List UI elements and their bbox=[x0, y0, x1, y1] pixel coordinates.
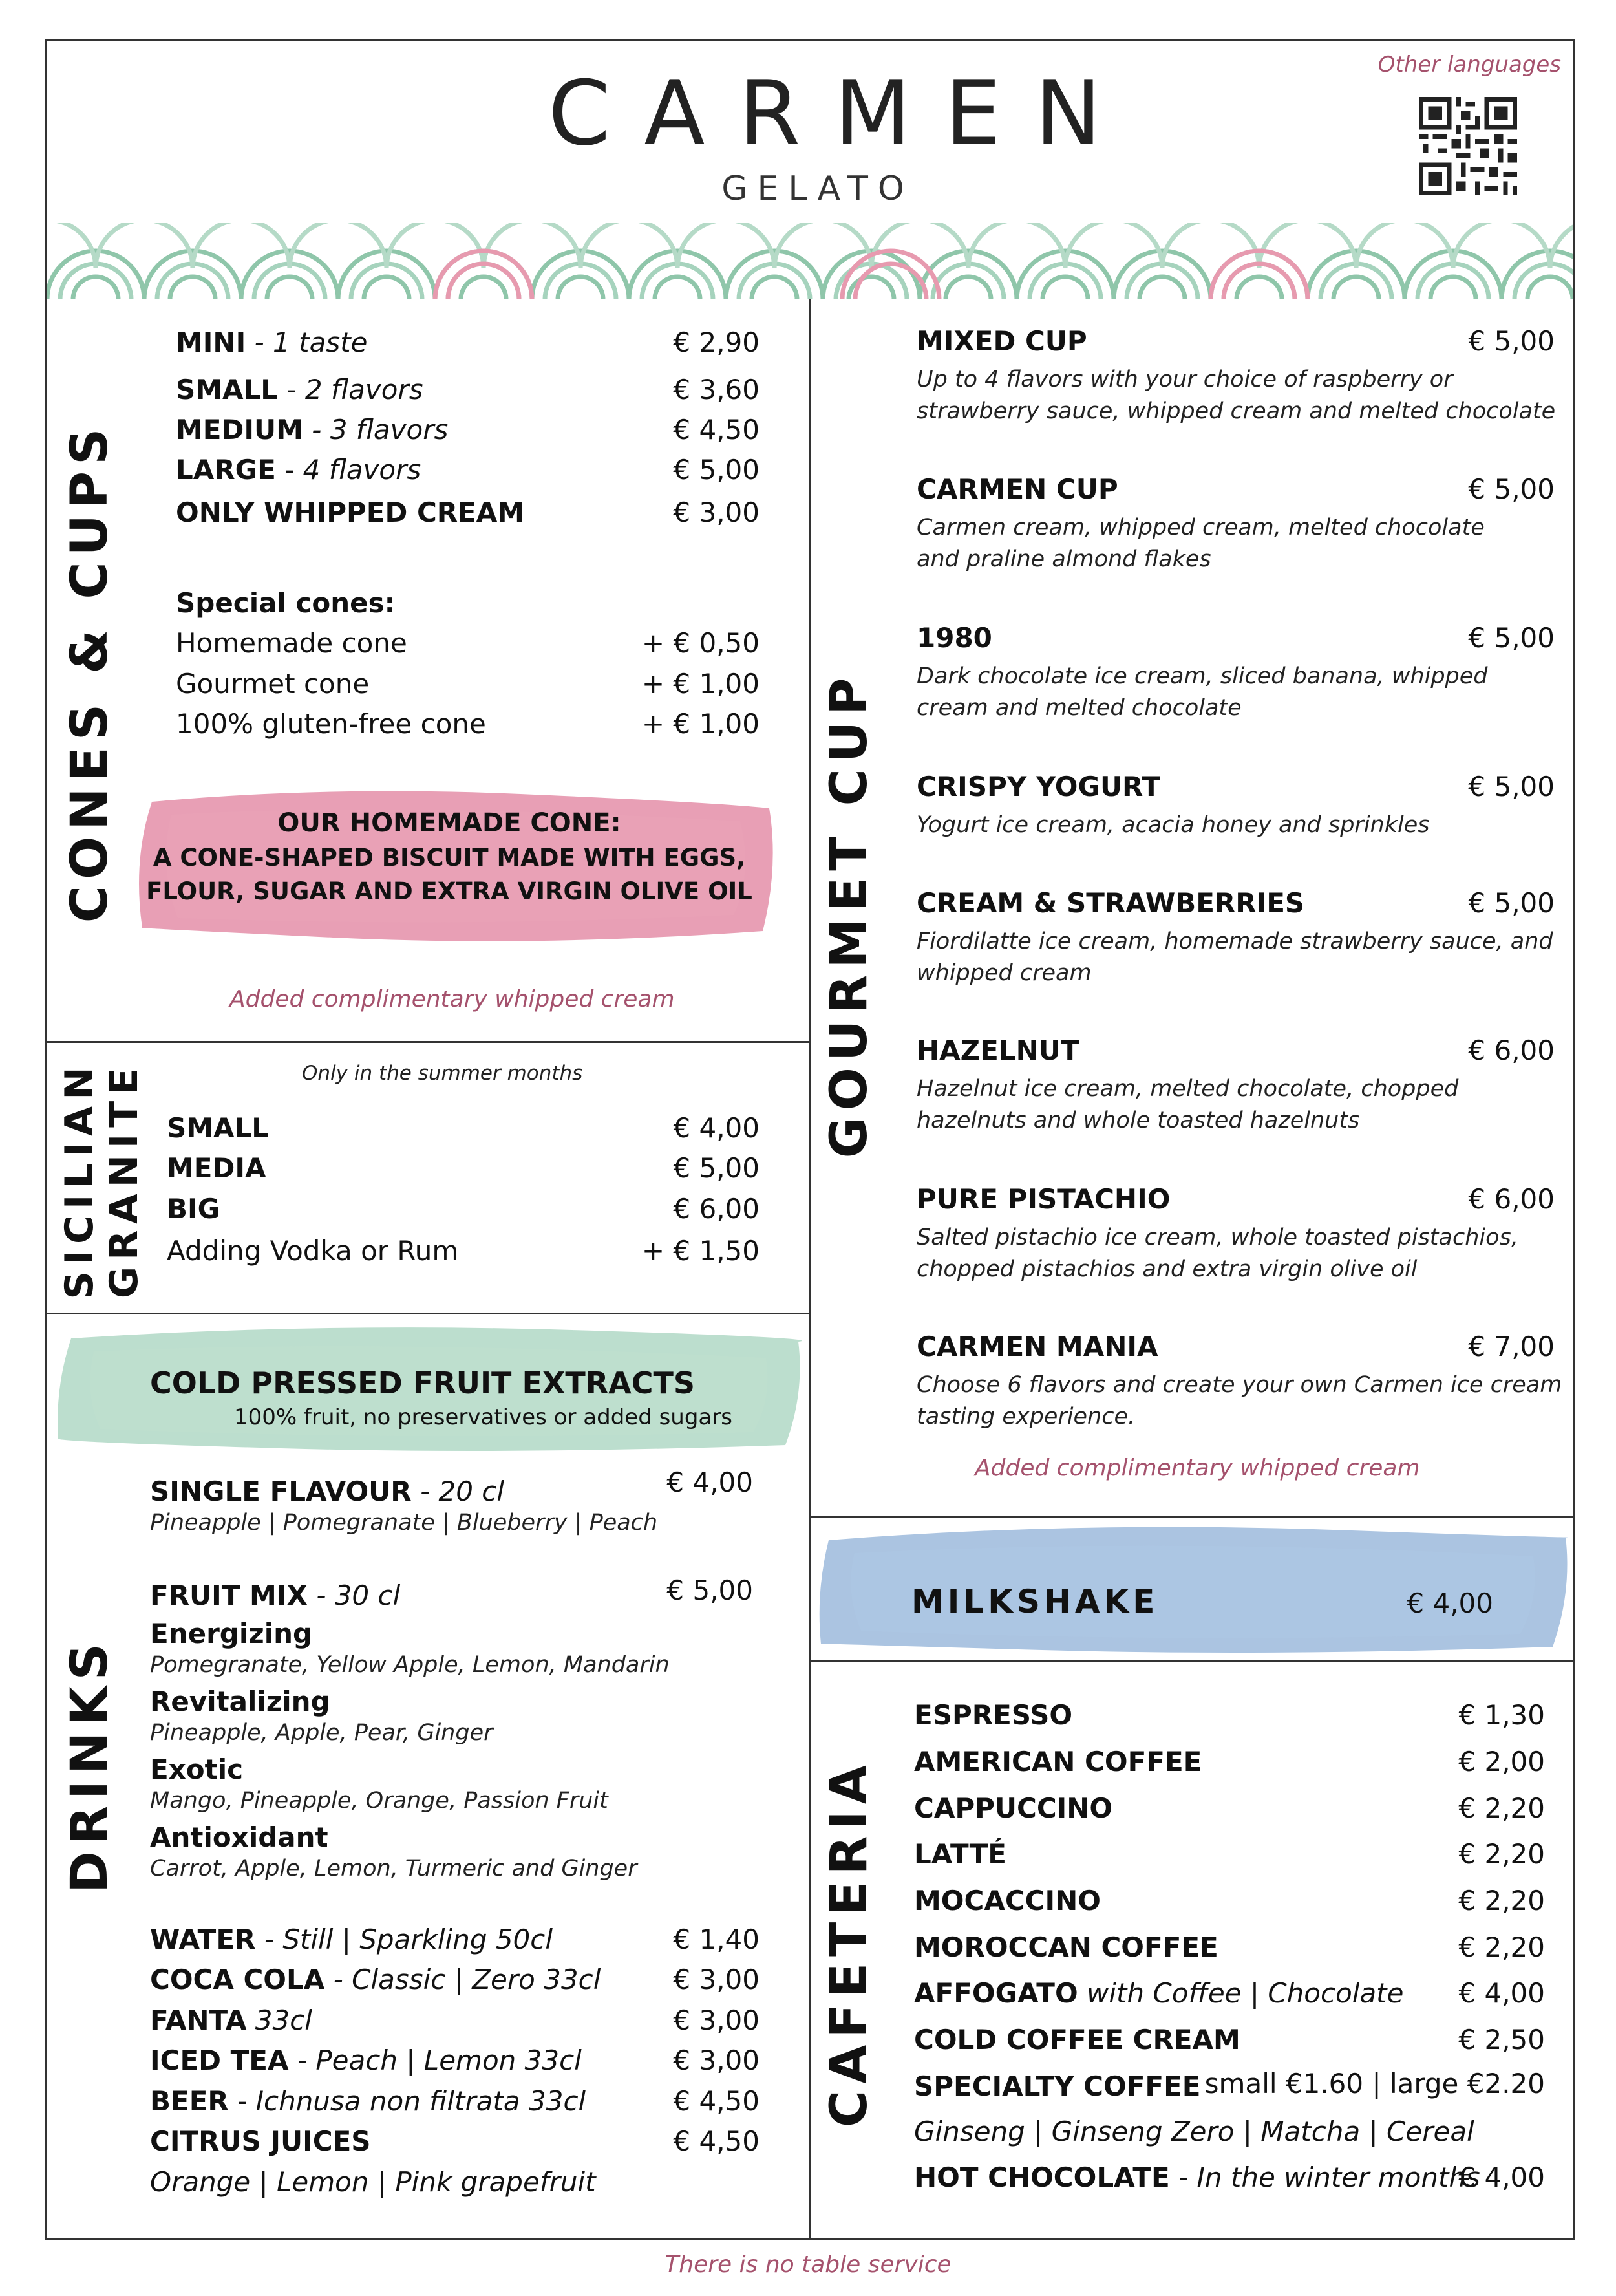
granite-item-media: MEDIA bbox=[167, 1152, 266, 1184]
cafe-price-hot-chocolate: € 4,00 bbox=[1458, 2162, 1545, 2193]
cafe-price-mocaccino: € 2,20 bbox=[1458, 1885, 1545, 1916]
cafe-price-moroccan-coffee: € 2,20 bbox=[1458, 1931, 1545, 1963]
footer-no-table-service: There is no table service bbox=[664, 2251, 952, 2278]
granite-item-small: SMALL bbox=[167, 1112, 270, 1144]
drink-beer: BEER - Ichnusa non filtrata 33cl bbox=[150, 2085, 586, 2117]
divider-gourmet-milkshake bbox=[809, 1516, 1573, 1518]
drinks-header: COLD PRESSED FRUIT EXTRACTS bbox=[150, 1366, 696, 1400]
divider-granite-drinks bbox=[47, 1313, 811, 1314]
cone-price-medium: € 4,50 bbox=[673, 414, 760, 445]
cafe-item-latte: LATTÉ bbox=[914, 1838, 1006, 1870]
gourmet-whipped-note: Added complimentary whipped cream bbox=[975, 1455, 1420, 1481]
granite-extra-price: + € 1,50 bbox=[641, 1235, 760, 1267]
cafe-item-affogato: AFFOGATO with Coffee | Chocolate bbox=[914, 1977, 1404, 2009]
granite-item-big: BIG bbox=[167, 1193, 220, 1225]
drink-beer-price: € 4,50 bbox=[673, 2085, 760, 2117]
cone-item-medium: MEDIUM - 3 flavors bbox=[176, 414, 449, 445]
gourmet-desc-carmen-cup: Carmen cream, whipped cream, melted chocolate and praline almond flakes bbox=[917, 515, 1485, 572]
gourmet-price-crispy-yogurt: € 5,00 bbox=[1468, 771, 1555, 802]
cone-price-large: € 5,00 bbox=[673, 454, 760, 486]
cone-price-mini: € 2,90 bbox=[673, 327, 760, 358]
homemade-cone-box bbox=[139, 805, 760, 908]
divider-milkshake-cafeteria bbox=[809, 1660, 1573, 1662]
gourmet-item-1980: 1980 bbox=[917, 622, 992, 654]
cafe-item-american-coffee: AMERICAN COFFEE bbox=[914, 1746, 1202, 1777]
cafe-price-espresso: € 1,30 bbox=[1458, 1699, 1545, 1731]
granite-price-big: € 6,00 bbox=[673, 1193, 760, 1225]
cafeteria-title: CAFETERIA bbox=[820, 1758, 879, 2128]
drink-water-price: € 1,40 bbox=[673, 1924, 760, 1955]
gourmet-item-carmen-mania: CARMEN MANIA bbox=[917, 1331, 1158, 1362]
qr-code-icon[interactable] bbox=[1419, 97, 1517, 195]
decorative-wave-pattern bbox=[47, 223, 1573, 299]
gourmet-desc-cream-strawberries: Fiordilatte ice cream, homemade strawberry sauce, and whipped cream bbox=[917, 928, 1553, 986]
blend-antioxidant-desc: Carrot, Apple, Lemon, Turmeric and Ginger bbox=[150, 1856, 637, 1882]
special-cone-homemade-price: + € 0,50 bbox=[641, 627, 760, 659]
special-cone-gourmet-price: + € 1,00 bbox=[641, 668, 760, 700]
drinks-single-flavour-price: € 4,00 bbox=[666, 1466, 753, 1498]
gourmet-price-mixed-cup: € 5,00 bbox=[1468, 325, 1555, 357]
drink-coca-cola: COCA COLA - Classic | Zero 33cl bbox=[150, 1964, 601, 1995]
drink-coca-cola-price: € 3,00 bbox=[673, 1964, 760, 1995]
cones-cups-title: CONES & CUPS bbox=[61, 422, 120, 923]
cafe-price-american-coffee: € 2,00 bbox=[1458, 1746, 1545, 1777]
special-cone-gluten-free: 100% gluten-free cone bbox=[176, 708, 486, 740]
drinks-fruit-mix: FRUIT MIX - 30 cl bbox=[150, 1580, 401, 1611]
gourmet-desc-mixed-cup: Up to 4 flavors with your choice of raspberry or strawberry sauce, whipped cream and melted chocolate bbox=[917, 367, 1556, 424]
gourmet-desc-pure-pistachio: Salted pistachio ice cream, whole toasted pistachios, chopped pistachios and extra virgin olive oil bbox=[917, 1225, 1518, 1282]
sicilian-granite-title-line1: SICILIAN bbox=[57, 1060, 102, 1300]
gourmet-price-cream-strawberries: € 5,00 bbox=[1468, 887, 1555, 919]
cafe-price-specialty-coffee: small €1.60 | large €2.20 bbox=[1204, 2068, 1545, 2099]
milkshake-name: MILKSHAKE bbox=[911, 1583, 1159, 1620]
cafe-item-espresso: ESPRESSO bbox=[914, 1699, 1073, 1731]
gourmet-item-carmen-cup: CARMEN CUP bbox=[917, 473, 1118, 505]
blend-antioxidant: Antioxidant bbox=[150, 1821, 328, 1853]
cone-item-small: SMALL - 2 flavors bbox=[176, 374, 423, 405]
drink-citrus-juices-price: € 4,50 bbox=[673, 2125, 760, 2157]
drink-citrus-juices: CITRUS JUICES bbox=[150, 2125, 371, 2157]
gourmet-cup-title: GOURMET CUP bbox=[820, 671, 879, 1159]
sicilian-granite-title-line2: GRANITE bbox=[101, 1061, 147, 1299]
drinks-single-flavour: SINGLE FLAVOUR - 20 cl bbox=[150, 1475, 505, 1507]
gourmet-price-carmen-cup: € 5,00 bbox=[1468, 473, 1555, 505]
homemade-cone-line2: A CONE-SHAPED BISCUIT MADE WITH EGGS, bbox=[153, 844, 746, 872]
cafe-specialty-options: Ginseng | Ginseng Zero | Matcha | Cereal bbox=[914, 2116, 1474, 2147]
other-languages-link[interactable]: Other languages bbox=[1377, 52, 1561, 78]
gourmet-item-mixed-cup: MIXED CUP bbox=[917, 325, 1087, 357]
cafe-item-moroccan-coffee: MOROCCAN COFFEE bbox=[914, 1931, 1218, 1963]
homemade-cone-line1: OUR HOMEMADE CONE: bbox=[277, 808, 621, 838]
cafe-item-cold-coffee-cream: COLD COFFEE CREAM bbox=[914, 2024, 1240, 2055]
special-cone-homemade: Homemade cone bbox=[176, 627, 407, 659]
gourmet-price-hazelnut: € 6,00 bbox=[1468, 1035, 1555, 1066]
gourmet-item-crispy-yogurt: CRISPY YOGURT bbox=[917, 771, 1161, 802]
blend-revitalizing-desc: Pineapple, Apple, Pear, Ginger bbox=[150, 1720, 493, 1746]
granite-price-media: € 5,00 bbox=[673, 1152, 760, 1184]
cone-item-large: LARGE - 4 flavors bbox=[176, 454, 421, 486]
sicilian-granite-title bbox=[58, 1060, 147, 1299]
gourmet-price-1980: € 5,00 bbox=[1468, 622, 1555, 654]
cone-price-small: € 3,60 bbox=[673, 374, 760, 405]
gourmet-item-pure-pistachio: PURE PISTACHIO bbox=[917, 1183, 1171, 1215]
drinks-fruit-mix-price: € 5,00 bbox=[666, 1574, 753, 1606]
gourmet-desc-1980: Dark chocolate ice cream, sliced banana, whipped cream and melted chocolate bbox=[917, 663, 1488, 721]
center-divider bbox=[809, 299, 811, 2240]
gourmet-price-carmen-mania: € 7,00 bbox=[1468, 1331, 1555, 1362]
special-cone-gluten-free-price: + € 1,00 bbox=[641, 708, 760, 740]
drink-citrus-options: Orange | Lemon | Pink grapefruit bbox=[150, 2166, 596, 2198]
drink-fanta-price: € 3,00 bbox=[673, 2004, 760, 2036]
divider-cones-granite bbox=[47, 1041, 811, 1043]
drinks-header-sub: 100% fruit, no preservatives or added sugars bbox=[234, 1404, 732, 1430]
cafe-item-cappuccino: CAPPUCCINO bbox=[914, 1792, 1113, 1824]
drinks-title: DRINKS bbox=[61, 1637, 120, 1893]
cone-price-whipped-cream: € 3,00 bbox=[673, 497, 760, 528]
cone-item-whipped-cream: ONLY WHIPPED CREAM bbox=[176, 497, 525, 528]
blend-energizing: Energizing bbox=[150, 1618, 313, 1649]
brand-title: CARMEN bbox=[548, 61, 1136, 166]
blend-energizing-desc: Pomegranate, Yellow Apple, Lemon, Mandarin bbox=[150, 1652, 670, 1678]
cafe-price-affogato: € 4,00 bbox=[1458, 1977, 1545, 2009]
cone-item-mini: MINI - 1 taste bbox=[176, 327, 368, 358]
gourmet-price-pure-pistachio: € 6,00 bbox=[1468, 1183, 1555, 1215]
drink-water: WATER - Still | Sparkling 50cl bbox=[150, 1924, 553, 1955]
drink-fanta: FANTA 33cl bbox=[150, 2004, 312, 2036]
blend-exotic: Exotic bbox=[150, 1754, 244, 1785]
cafe-item-hot-chocolate: HOT CHOCOLATE - In the winter months bbox=[914, 2162, 1480, 2193]
blend-revitalizing: Revitalizing bbox=[150, 1686, 330, 1717]
gourmet-desc-crispy-yogurt: Yogurt ice cream, acacia honey and sprinkles bbox=[917, 812, 1430, 838]
cafe-item-mocaccino: MOCACCINO bbox=[914, 1885, 1101, 1916]
special-cone-gourmet: Gourmet cone bbox=[176, 668, 370, 700]
cafe-price-cappuccino: € 2,20 bbox=[1458, 1792, 1545, 1824]
granite-extra-alcohol: Adding Vodka or Rum bbox=[167, 1235, 459, 1267]
drink-iced-tea-price: € 3,00 bbox=[673, 2044, 760, 2076]
blend-exotic-desc: Mango, Pineapple, Orange, Passion Fruit bbox=[150, 1788, 608, 1814]
cafe-item-specialty-coffee: SPECIALTY COFFEE bbox=[914, 2070, 1201, 2102]
gourmet-item-cream-strawberries: CREAM & STRAWBERRIES bbox=[917, 887, 1305, 919]
cones-whipped-note: Added complimentary whipped cream bbox=[229, 986, 675, 1013]
cafe-price-latte: € 2,20 bbox=[1458, 1838, 1545, 1870]
homemade-cone-line3: FLOUR, SUGAR AND EXTRA VIRGIN OLIVE OIL bbox=[146, 877, 752, 905]
gourmet-desc-hazelnut: Hazelnut ice cream, melted chocolate, chopped hazelnuts and whole toasted hazelnuts bbox=[917, 1076, 1459, 1133]
gourmet-desc-carmen-mania: Choose 6 flavors and create your own Carmen ice cream tasting experience. bbox=[917, 1372, 1562, 1430]
brand-subtitle: GELATO bbox=[721, 169, 914, 208]
gourmet-item-hazelnut: HAZELNUT bbox=[917, 1035, 1079, 1066]
granite-price-small: € 4,00 bbox=[673, 1112, 760, 1144]
special-cones-heading: Special cones: bbox=[176, 587, 396, 619]
granite-summer-note: Only in the summer months bbox=[302, 1062, 583, 1085]
drinks-single-options: Pineapple | Pomegranate | Blueberry | Peach bbox=[150, 1510, 658, 1536]
drink-iced-tea: ICED TEA - Peach | Lemon 33cl bbox=[150, 2044, 582, 2076]
milkshake-price: € 4,00 bbox=[1407, 1587, 1493, 1619]
cafe-price-cold-coffee-cream: € 2,50 bbox=[1458, 2024, 1545, 2055]
